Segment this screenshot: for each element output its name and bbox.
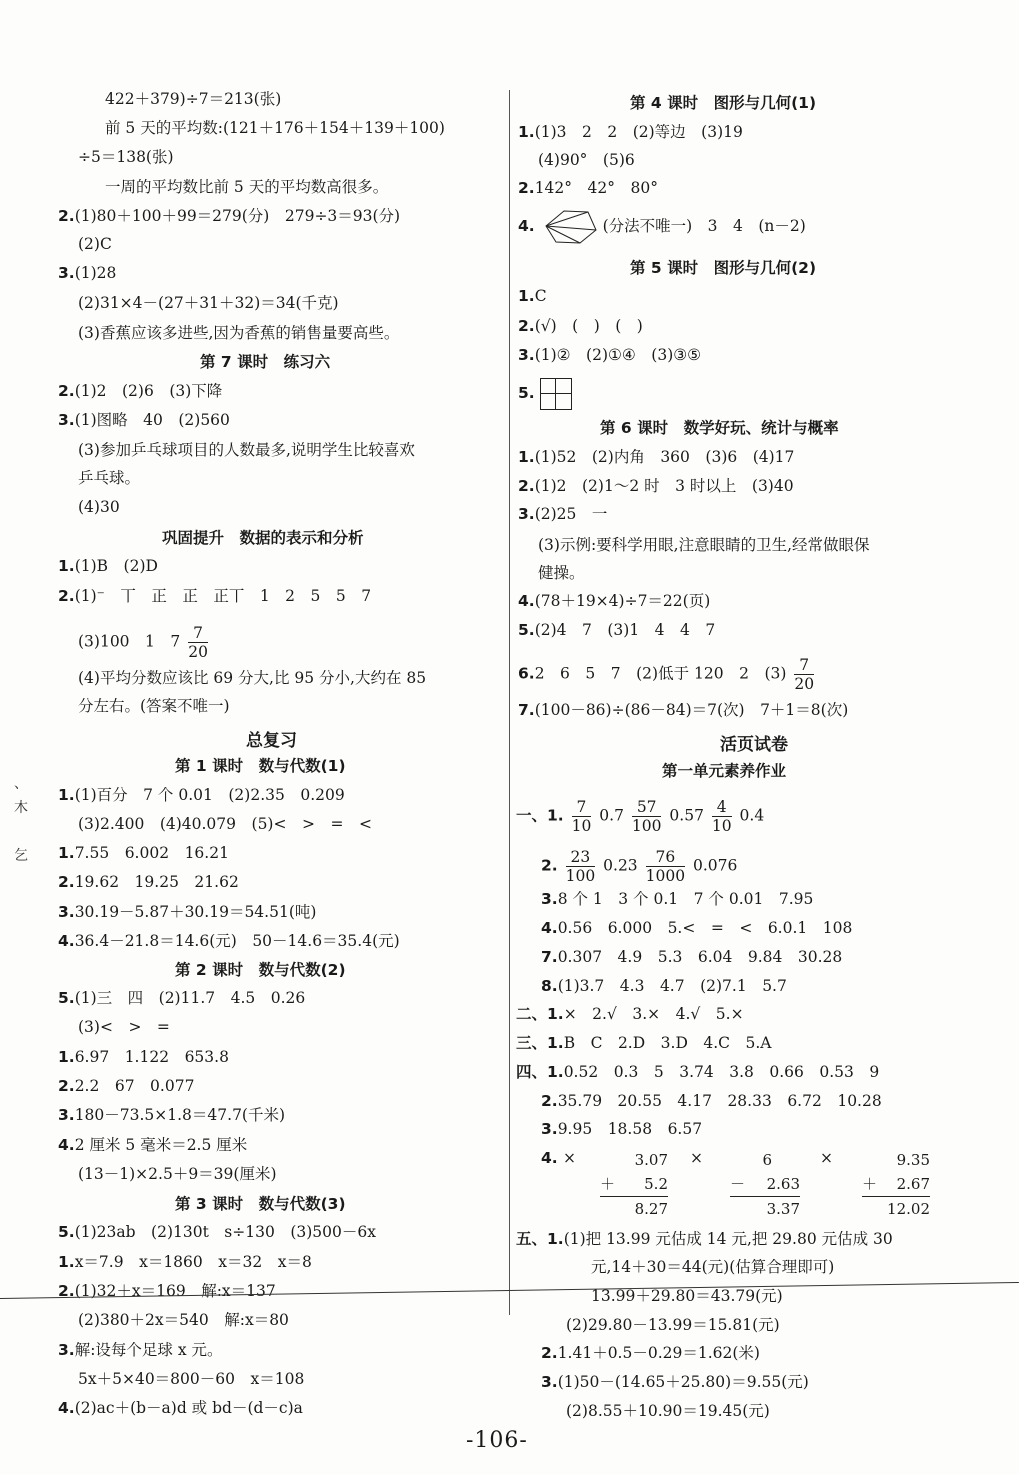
answer-item xyxy=(516,1062,879,1082)
item-number: 四、1. xyxy=(516,1063,564,1081)
answer-item xyxy=(518,316,643,336)
item-text: (3)100 1 7 xyxy=(78,632,181,651)
item-text: 142° 42° 80° xyxy=(534,179,658,197)
item-number: 4. xyxy=(58,1136,75,1154)
item-text: 8 个 1 3 个 0.1 7 个 0.01 7.95 xyxy=(557,890,814,908)
text-line: 分左右。(答案不唯一) xyxy=(78,697,230,715)
item-text: (2)ac＋(b－a)d 或 bd－(d－c)a xyxy=(74,1399,303,1417)
item-number: 2. xyxy=(58,382,75,400)
item-number: 3. xyxy=(58,264,75,282)
answer-item xyxy=(518,476,794,496)
item-text: (1)52 (2)内角 360 (3)6 (4)17 xyxy=(534,448,795,466)
answer-item xyxy=(518,620,715,640)
answer-item xyxy=(58,785,345,805)
item-text: 0.4 xyxy=(739,806,765,825)
answer-item xyxy=(541,848,737,885)
item-text: (1)32＋x＝169 解:x＝137 xyxy=(74,1282,276,1300)
item-number: 2. xyxy=(541,1092,558,1110)
item-number: 5. xyxy=(58,1223,75,1241)
section-heading: 第 2 课时 数与代数(2) xyxy=(175,961,346,979)
section-heading: 第 7 课时 练习六 xyxy=(200,353,331,371)
margin-marks: 、 木 乞 xyxy=(14,776,28,864)
fraction: $\frac{4}{10}$ xyxy=(711,798,732,835)
answer-item xyxy=(58,1076,194,1096)
item-number: 2. xyxy=(518,179,535,197)
item-number: 三、1. xyxy=(516,1034,564,1052)
answer-item xyxy=(518,208,806,246)
item-text: (1)50－(14.65＋25.80)＝9.55(元) xyxy=(557,1373,809,1391)
answer-item xyxy=(58,206,400,226)
answer-item xyxy=(58,410,230,430)
answer-item xyxy=(58,1398,303,1418)
answer-item xyxy=(541,976,787,996)
answer-item xyxy=(516,798,764,835)
item-text: 0.56 6.000 5.< = < 6.0.1 108 xyxy=(557,919,853,937)
item-number: 7. xyxy=(541,948,558,966)
text-line: (3)示例:要科学用眼,注意眼睛的卫生,经常做眼保 xyxy=(538,536,870,554)
item-number: 2. xyxy=(58,1077,75,1095)
item-text: (100－86)÷(86－84)＝7(次) 7＋1＝8(次) xyxy=(534,701,849,719)
answer-item xyxy=(518,656,817,693)
answer-item xyxy=(58,586,371,606)
text-line: (4)平均分数应该比 69 分大,比 95 分小,大约在 85 xyxy=(78,669,427,687)
text-line: (3)< > = xyxy=(78,1018,170,1036)
item-number: 1. xyxy=(58,786,75,804)
answer-item xyxy=(518,178,658,198)
answer-item xyxy=(58,1281,276,1301)
item-number: 1. xyxy=(58,1048,75,1066)
calc-operator: ＋ xyxy=(600,1175,616,1193)
section-heading: 第 3 课时 数与代数(3) xyxy=(175,1195,346,1213)
item-number: 3. xyxy=(58,1106,75,1124)
item-text: C xyxy=(534,287,547,305)
text-line: 健操。 xyxy=(538,564,585,582)
answer-item xyxy=(58,381,222,401)
item-number: 2. xyxy=(518,477,535,495)
item-text: (1)2 (2)6 (3)下降 xyxy=(74,382,223,400)
answer-item xyxy=(516,1033,772,1053)
text-line: 13.99＋29.80＝43.79(元) xyxy=(591,1287,783,1305)
item-number: 一、1. xyxy=(516,806,564,825)
item-text: B C 2.D 3.D 4.C 5.A xyxy=(563,1034,772,1052)
text-line: (4)90° (5)6 xyxy=(538,151,635,169)
item-text: 36.4－21.8＝14.6(元) 50－14.6＝35.4(元) xyxy=(74,932,400,950)
item-text: (1)百分 7 个 0.01 (2)2.35 0.209 xyxy=(74,786,345,804)
item-text: (2)4 7 (3)1 4 4 7 xyxy=(534,621,716,639)
item-text: (1)把 13.99 元估成 14 元,把 29.80 元估成 30 xyxy=(563,1230,893,1248)
item-text: 0.076 xyxy=(693,856,738,875)
item-number: 2. xyxy=(541,856,558,875)
calc-operand: 5.2 xyxy=(644,1175,668,1193)
answer-item xyxy=(58,1222,376,1242)
calc-operand: 2.63 xyxy=(766,1175,800,1193)
text-line: (3)2.400 (4)40.079 (5)< > = < xyxy=(78,815,372,833)
item-number: 4. xyxy=(518,217,535,235)
item-number: 7. xyxy=(518,701,535,719)
calc-operand: 2.67 xyxy=(896,1175,930,1193)
item-number: 4. xyxy=(541,1149,558,1167)
answer-item xyxy=(541,1091,882,1111)
item-text: 解:设每个足球 x 元。 xyxy=(74,1341,223,1359)
item-text: 2 6 5 7 (2)低于 120 2 (3) xyxy=(534,664,787,683)
fraction: $\frac{57}{100}$ xyxy=(631,798,662,835)
item-text: 35.79 20.55 4.17 28.33 6.72 10.28 xyxy=(557,1092,882,1110)
item-text: (1)28 xyxy=(74,264,117,282)
item-number: 3. xyxy=(518,505,535,523)
section-title: 总复习 xyxy=(246,731,297,751)
answer-item xyxy=(541,947,842,967)
section-heading: 第 6 课时 数学好玩、统计与概率 xyxy=(600,419,839,437)
item-number: 3. xyxy=(58,903,75,921)
item-text: (2)25 一 xyxy=(534,505,608,523)
section-heading: 第 1 课时 数与代数(1) xyxy=(175,757,346,775)
item-number: 3. xyxy=(58,411,75,429)
item-number: 2. xyxy=(58,207,75,225)
item-number: 4. xyxy=(518,592,535,610)
text-line: (2)C xyxy=(78,235,112,253)
item-number: 4. xyxy=(58,932,75,950)
answer-item xyxy=(518,286,547,306)
item-number: 3. xyxy=(541,1120,558,1138)
text-line: (4)30 xyxy=(78,498,120,516)
answer-item xyxy=(58,843,229,863)
item-number: 3. xyxy=(541,890,558,908)
calc-operator: － xyxy=(730,1175,746,1193)
fraction: $\frac{7}{20}$ xyxy=(794,656,815,693)
calc-operand: 3.07 xyxy=(634,1151,668,1169)
answer-item xyxy=(58,872,239,892)
item-text: (1)2 (2)1～2 时 3 时以上 (3)40 xyxy=(534,477,794,495)
answer-item xyxy=(518,591,710,611)
calc-operand: 9.35 xyxy=(896,1151,930,1169)
item-text: 2 厘米 5 毫米＝2.5 厘米 xyxy=(74,1136,248,1154)
item-text: (1)B (2)D xyxy=(74,557,158,575)
section-heading: 第 5 课时 图形与几何(2) xyxy=(630,259,817,277)
item-number: 1. xyxy=(518,123,535,141)
answer-item xyxy=(518,345,701,365)
vertical-calc xyxy=(862,1148,930,1221)
item-text: (1)三 四 (2)11.7 4.5 0.26 xyxy=(74,989,306,1007)
item-text: (78＋19×4)÷7＝22(页) xyxy=(534,592,711,610)
answer-item xyxy=(541,1343,760,1363)
item-text: 9.95 18.58 6.57 xyxy=(557,1120,703,1138)
answer-item xyxy=(518,447,794,467)
text-line: (13－1)×2.5＋9＝39(厘米) xyxy=(78,1165,277,1183)
fraction: $\frac{7}{20}$ xyxy=(188,624,208,661)
answer-item xyxy=(58,556,158,576)
item-number: 2. xyxy=(541,1344,558,1362)
item-text: 0.57 xyxy=(669,806,704,825)
item-text: x＝7.9 x＝1860 x＝32 x＝8 xyxy=(74,1253,312,1271)
section-title: 活页试卷 xyxy=(720,735,788,755)
text-line: 乒乓球。 xyxy=(78,469,141,487)
answer-item xyxy=(541,1372,809,1392)
item-number: 3. xyxy=(518,346,535,364)
item-text: (1)80＋100＋99＝279(分) 279÷3＝93(分) xyxy=(74,207,401,225)
item-text: 2.2 67 0.077 xyxy=(74,1077,195,1095)
item-number: 1. xyxy=(58,557,75,575)
grid-square-figure xyxy=(540,378,572,410)
calc-operator: ＋ xyxy=(862,1175,878,1193)
item-number: 6. xyxy=(518,664,535,683)
item-number: 5. xyxy=(518,621,535,639)
cross-mark: × xyxy=(820,1149,833,1167)
item-text: (1)3 2 2 (2)等边 (3)19 xyxy=(534,123,743,141)
answer-item xyxy=(518,700,848,720)
item-text: 0.7 xyxy=(599,806,624,825)
fraction: $\frac{23}{100}$ xyxy=(565,848,596,885)
item-number: 五、1. xyxy=(516,1230,564,1248)
item-text: 6.97 1.122 653.8 xyxy=(74,1048,229,1066)
answer-item xyxy=(58,263,116,283)
fraction: $\frac{76}{1000}$ xyxy=(645,848,686,885)
calc-operand: 6 xyxy=(762,1151,772,1169)
item-text: (1)② (2)①④ (3)③⑤ xyxy=(534,346,702,364)
fraction: $\frac{7}{10}$ xyxy=(571,798,592,835)
column-divider xyxy=(509,90,510,1315)
item-text: (1)3.7 4.3 4.7 (2)7.1 5.7 xyxy=(557,977,787,995)
item-number: 5. xyxy=(58,989,75,1007)
answer-item xyxy=(58,1105,285,1125)
item-number: 5. xyxy=(518,384,535,402)
section-heading: 巩固提升 数据的表示和分析 xyxy=(162,529,364,547)
answer-item xyxy=(58,931,400,951)
text-line: 前 5 天的平均数:(121＋176＋154＋139＋100) xyxy=(105,119,445,137)
item-text: 0.307 4.9 5.3 6.04 9.84 30.28 xyxy=(557,948,843,966)
text-line: (2)29.80－13.99＝15.81(元) xyxy=(566,1316,780,1334)
text-line: 422＋379)÷7＝213(张) xyxy=(105,90,282,108)
item-text: 1.41＋0.5－0.29＝1.62(米) xyxy=(557,1344,760,1362)
vertical-calc xyxy=(730,1148,800,1221)
text-line: 一周的平均数比前 5 天的平均数高很多。 xyxy=(105,178,389,196)
answer-item xyxy=(58,1252,312,1272)
section-heading: 第 4 课时 图形与几何(1) xyxy=(630,94,817,112)
answer-item xyxy=(518,378,572,410)
answer-item xyxy=(541,1119,702,1139)
item-number: 2. xyxy=(58,873,75,891)
hexagon-division-figure xyxy=(540,208,598,246)
cross-mark: × xyxy=(690,1149,703,1167)
answer-item xyxy=(541,918,852,938)
text-line: 元,14＋30＝44(元)(估算合理即可) xyxy=(591,1258,835,1276)
item-number: 1. xyxy=(518,287,535,305)
item-text: (1)⁻ 丅 正 正 正丅 1 2 5 5 7 xyxy=(74,587,372,605)
item-number: 3. xyxy=(541,1373,558,1391)
item-text: 180－73.5×1.8＝47.7(千米) xyxy=(74,1106,286,1124)
answer-item xyxy=(58,1135,247,1155)
item-number: 1. xyxy=(518,448,535,466)
item-number: 2. xyxy=(58,587,75,605)
item-number: 1. xyxy=(58,844,75,862)
calc-result: 3.37 xyxy=(730,1196,800,1221)
answer-item xyxy=(58,1340,223,1360)
answer-item xyxy=(518,504,607,524)
answer-item xyxy=(516,1229,893,1249)
answer-item xyxy=(541,1148,558,1168)
answer-item xyxy=(516,1004,744,1024)
item-number: 1. xyxy=(58,1253,75,1271)
section-heading: 第一单元素养作业 xyxy=(662,762,787,780)
item-text: (分法不唯一) 3 4 (n－2) xyxy=(602,217,806,235)
item-number: 4. xyxy=(541,919,558,937)
answer-item xyxy=(58,1047,229,1067)
answer-item xyxy=(58,902,316,922)
item-text: 30.19－5.87＋30.19＝54.51(吨) xyxy=(74,903,317,921)
text-line: (2)8.55＋10.90＝19.45(元) xyxy=(566,1402,770,1420)
text-line: 5x＋5×40＝800－60 x＝108 xyxy=(78,1370,305,1388)
item-number: 2. xyxy=(518,317,535,335)
item-number: 4. xyxy=(58,1399,75,1417)
page-number: -106- xyxy=(466,1428,528,1453)
calc-result: 8.27 xyxy=(600,1196,668,1221)
vertical-calc xyxy=(600,1148,668,1221)
answer-item xyxy=(541,889,813,909)
item-number: 二、1. xyxy=(516,1005,564,1023)
calc-result: 12.02 xyxy=(862,1196,930,1221)
answer-item xyxy=(518,122,743,142)
text-line: (2)380＋2x＝540 解:x＝80 xyxy=(78,1311,289,1329)
item-text: 7.55 6.002 16.21 xyxy=(74,844,229,862)
text-line: ÷5＝138(张) xyxy=(78,148,174,166)
item-text: 0.23 xyxy=(603,856,638,875)
answer-item xyxy=(78,624,211,661)
text-line: (2)31×4－(27＋31＋32)＝34(千克) xyxy=(78,294,339,312)
item-text: (√) ( ) ( ) xyxy=(534,317,643,335)
item-number: 3. xyxy=(58,1341,75,1359)
item-text: (1)23ab (2)130t s÷130 (3)500－6x xyxy=(74,1223,376,1241)
text-line: (3)参加乒乓球项目的人数最多,说明学生比较喜欢 xyxy=(78,441,415,459)
item-text: (1)图略 40 (2)560 xyxy=(74,411,230,429)
item-text: × 2.√ 3.× 4.√ 5.× xyxy=(563,1005,744,1023)
answer-item xyxy=(58,988,305,1008)
item-number: 2. xyxy=(58,1282,75,1300)
item-text: 0.52 0.3 5 3.74 3.8 0.66 0.53 9 xyxy=(563,1063,880,1081)
item-number: 8. xyxy=(541,977,558,995)
item-text: 19.62 19.25 21.62 xyxy=(74,873,239,891)
text-line: (3)香蕉应该多进些,因为香蕉的销售量要高些。 xyxy=(78,324,400,342)
cross-mark: × xyxy=(563,1149,576,1167)
